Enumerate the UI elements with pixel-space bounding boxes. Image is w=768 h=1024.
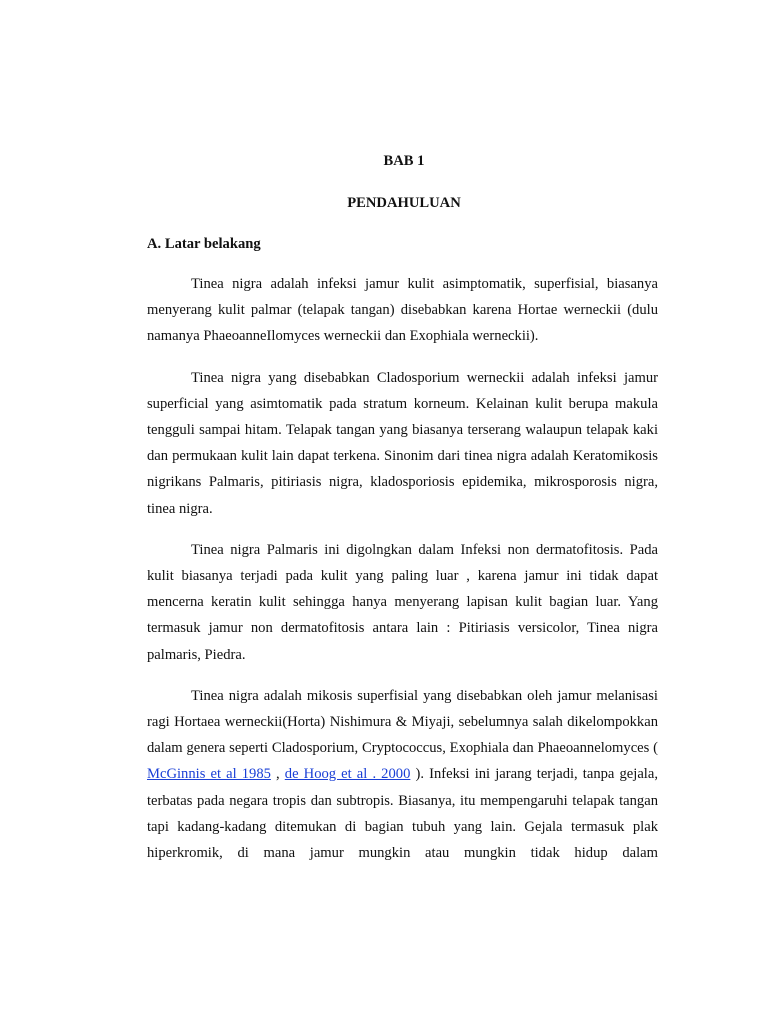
reference-separator: , — [270, 766, 285, 783]
paragraph-4-text-end: ). Infeksi ini jarang terjadi, tanpa gejala, terbatas pada negara tropis dan subtropis. Biasanya, itu mempengaruhi telapak tangan tapi kadang-kadang ditemukan di bagian tubuh yang lain. Gejala termasuk plak hiperkromik, di mana jamur mungkin atau mungkin tidak hidup dalam — [147, 766, 658, 862]
paragraph-3: Tinea nigra Palmaris ini digolngkan dalam Infeksi non dermatofitosis. Pada kulit biasanya terjadi pada kulit yang paling luar , karena jamur ini tidak dapat mencerna keratin kulit sehingga hanya menyerang lapisan kulit bagian luar. Yang termasuk jamur non dermatofitosis antara lain : Pitiriasis versicolor, Tinea nigra palmaris, Piedra. — [147, 541, 658, 663]
body-text — [147, 271, 658, 881]
paragraph-2: Tinea nigra yang disebabkan Cladosporium werneckii adalah infeksi jamur superficial yang asimtomatik pada stratum korneum. Kelainan kulit berupa makula tengguli sampai hitam. Telapak tangan yang biasanya terserang walaupun telapak kaki dan permukaan kulit lain dapat terkena. Sinonim dari tinea nigra adalah Keratomikosis nigrikans Palmaris, pitiriasis nigra, kladosporiosis epidemika, mikrosporosis nigra, tinea nigra. — [147, 369, 658, 517]
reference-link-de-hoog[interactable]: de Hoog et al . 2000 — [284, 766, 411, 783]
section-heading: A. Latar belakang — [147, 236, 261, 252]
paragraph-1: Tinea nigra adalah infeksi jamur kulit asimptomatik, superfisial, biasanya menyerang kulit palmar (telapak tangan) disebabkan karena Hortae werneckii (dulu namanya PhaeoanneIlomyces werneckii dan Exophiala werneckii). — [147, 276, 658, 345]
chapter-number: BAB 1 — [383, 153, 425, 169]
paragraph-4-text-start: Tinea nigra adalah mikosis superfisial yang disebabkan oleh jamur melanisasi ragi Hortaea werneckii(Horta) Nishimura & Miyaji, sebelumnya salah dikelompokkan dalam genera seperti Cladosporium, Cryptococcus, Exophiala dan Phaeoannelomyces ( — [147, 687, 658, 757]
paragraph-4 — [147, 683, 658, 866]
chapter-title: PENDAHULUAN — [347, 195, 461, 211]
reference-link-mcginnis[interactable]: McGinnis et al 1985 — [147, 766, 271, 783]
